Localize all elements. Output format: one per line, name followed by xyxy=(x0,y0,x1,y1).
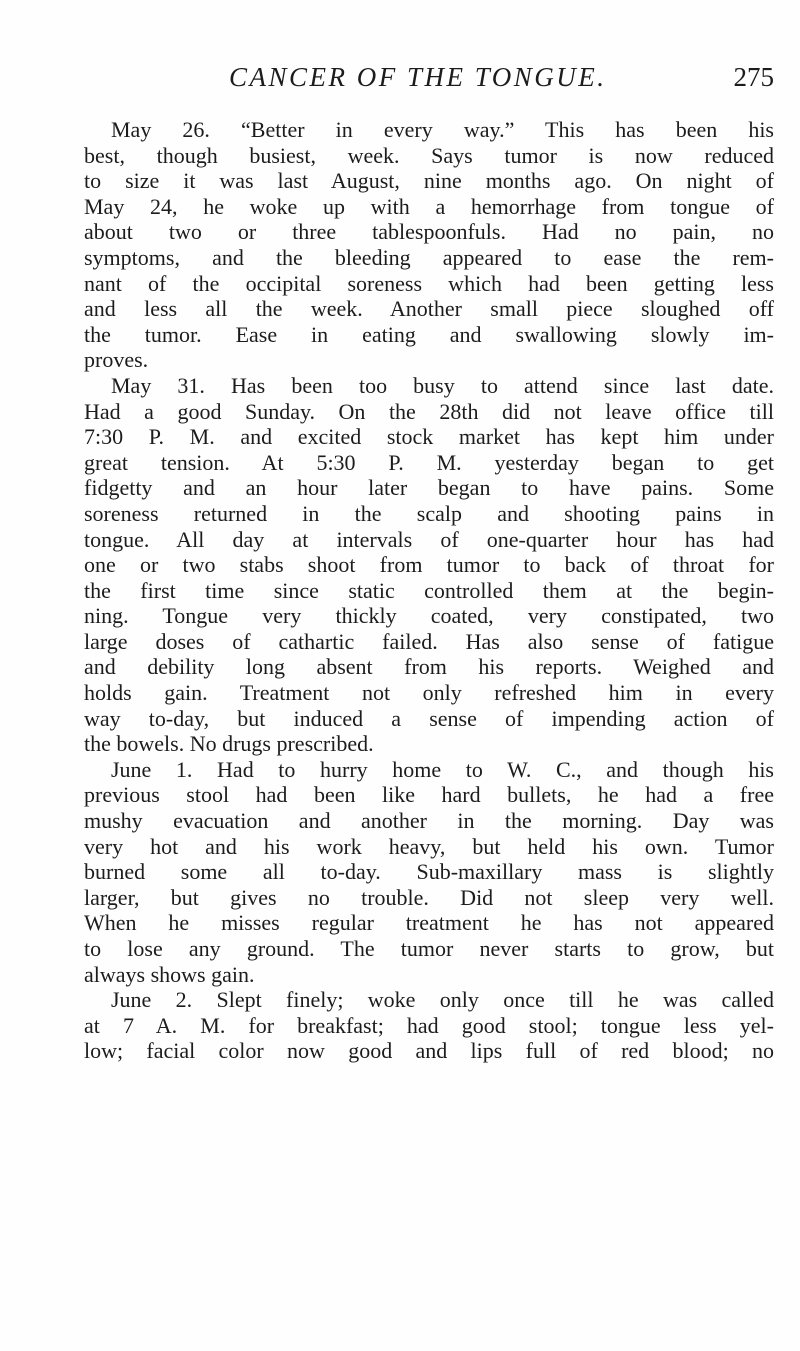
text-line: and less all the week. Another small piece sloughed off xyxy=(84,296,774,322)
text-line: about two or three tablespoonfuls. Had no pain, no xyxy=(84,219,774,245)
text-line: burned some all to-day. Sub-maxillary mass is slightly xyxy=(84,859,774,885)
text-line: the tumor. Ease in eating and swallowing slowly im- xyxy=(84,321,774,347)
text-line: to size it was last August, nine months ago. On night of xyxy=(84,168,774,194)
text-line: best, though busiest, week. Says tumor is now reduced xyxy=(84,142,774,168)
page-number: 275 xyxy=(733,62,774,92)
text-line: one or two stabs shoot from tumor to back of throat for xyxy=(84,552,774,578)
text-line: 7:30 P. M. and excited stock market has kept him under xyxy=(84,424,774,450)
text-line: nant of the occipital soreness which had been getting less xyxy=(84,270,774,296)
text-line: tongue. All day at intervals of one-quarter hour has had xyxy=(84,526,774,552)
text-line: proves. xyxy=(84,347,149,373)
text-line: previous stool had been like hard bullets, he had a free xyxy=(84,782,774,808)
text-line: June 1. Had to hurry home to W. C., and though his xyxy=(111,756,774,782)
text-line: very hot and his work heavy, but held his own. Tumor xyxy=(84,833,774,859)
text-line: June 2. Slept finely; woke only once till he was called xyxy=(111,987,774,1013)
body-text xyxy=(84,117,774,1064)
text-line: fidgetty and an hour later began to have pains. Some xyxy=(84,475,774,501)
text-line: symptoms, and the bleeding appeared to ease the rem- xyxy=(84,244,774,270)
text-line: large doses of cathartic failed. Has also sense of fatigue xyxy=(84,628,774,654)
text-line: at 7 A. M. for breakfast; had good stool; tongue less yel- xyxy=(84,1012,774,1038)
text-line: mushy evacuation and another in the morning. Day was xyxy=(84,808,774,834)
text-line: ning. Tongue very thickly coated, very constipated, two xyxy=(84,603,774,629)
text-line: to lose any ground. The tumor never starts to grow, but xyxy=(84,936,774,961)
text-line: Had a good Sunday. On the 28th did not leave office till xyxy=(84,398,774,424)
text-line: always shows gain. xyxy=(84,961,255,987)
text-line: holds gain. Treatment not only refreshed him in every xyxy=(84,680,774,706)
text-line: the bowels. No drugs prescribed. xyxy=(84,731,374,757)
text-line: When he misses regular treatment he has not appeared xyxy=(84,910,774,936)
text-line: May 31. Has been too busy to attend since last date. xyxy=(111,372,774,398)
text-line: May 26. “Better in every way.” This has been his xyxy=(111,117,774,142)
running-title: CANCER OF THE TONGUE. xyxy=(229,62,607,92)
text-line: and debility long absent from his reports. Weighed and xyxy=(84,654,774,680)
text-line: May 24, he woke up with a hemorrhage from tongue of xyxy=(84,193,774,219)
text-line: way to-day, but induced a sense of impending action of xyxy=(84,705,774,731)
text-line: low; facial color now good and lips full of red blood; no xyxy=(84,1038,774,1064)
text-line: great tension. At 5:30 P. M. yesterday began to get xyxy=(84,449,774,475)
text-line: soreness returned in the scalp and shooting pains in xyxy=(84,500,774,526)
text-line: the first time since static controlled them at the begin- xyxy=(84,577,774,603)
running-head xyxy=(84,62,774,96)
text-line: larger, but gives no trouble. Did not sleep very well. xyxy=(84,884,774,910)
